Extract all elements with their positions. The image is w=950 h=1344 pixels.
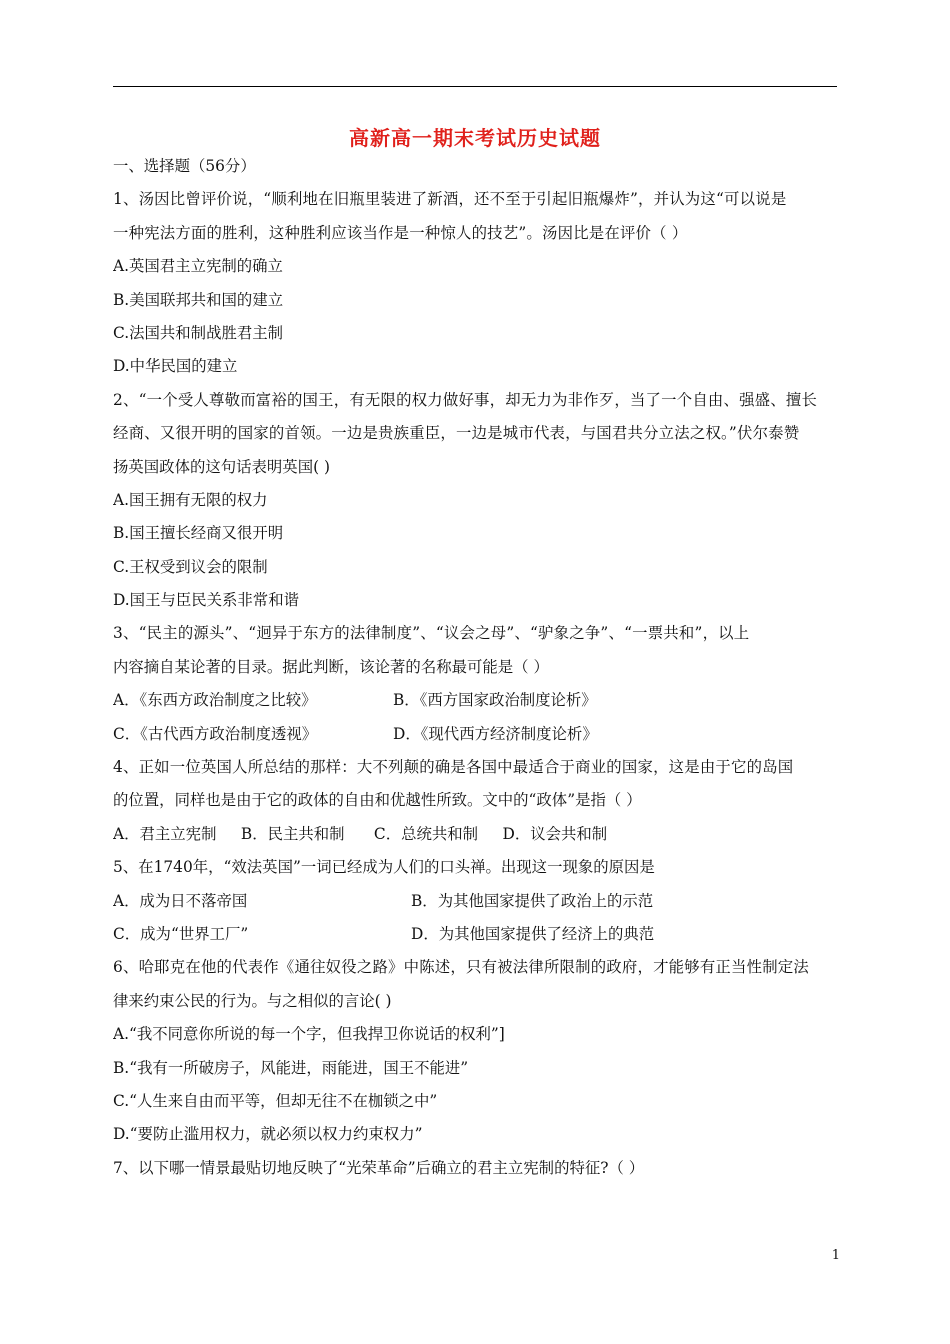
q6-stem-line-1: 6、哈耶克在他的代表作《通往奴役之路》中陈述，只有被法律所限制的政府，才能够有正当性制定法: [113, 958, 809, 977]
page-number: 1: [831, 1248, 840, 1263]
q6-stem-line-2: 律来约束公民的行为。与之相似的言论( ): [113, 991, 392, 1010]
q4-stem-line-1: 4、正如一位英国人所总结的那样：大不列颠的确是各国中最适合于商业的国家，这是由于它的岛国: [113, 758, 794, 777]
q5-option-d: D．为其他国家提供了经济上的典范: [411, 924, 655, 943]
q3-option-row-2: [113, 718, 839, 751]
q6-option-b: B.“我有一所破房子，风能进，雨能进，国王不能进”: [113, 1058, 469, 1077]
q2-stem-line-2: 经商、又很开明的国家的首领。一边是贵族重臣，一边是城市代表，与国君共分立法之权。”伏尔泰赞: [113, 424, 800, 443]
q3-option-b: B．《西方国家政治制度论析》: [393, 691, 597, 710]
q1-stem-line-2: 一种宪法方面的胜利，这种胜利应该当作是一种惊人的技艺”。汤因比是在评价（ ）: [113, 223, 688, 242]
q4-stem-line-2: 的位置，同样也是由于它的政体的自由和优越性所致。文中的“政体”是指（ ）: [113, 791, 642, 810]
q3-option-a: A．《东西方政治制度之比较》: [113, 691, 317, 710]
q6-option-a: A.“我不同意你所说的每一个字，但我捍卫你说话的权利”]: [113, 1025, 505, 1044]
q1-option-b: B.美国联邦共和国的建立: [113, 290, 284, 309]
header-rule: [113, 86, 837, 87]
q1-option-d: D.中华民国的建立: [113, 357, 238, 376]
q3-option-row-1: [113, 684, 839, 717]
q3-option-d: D．《现代西方经济制度论析》: [393, 724, 598, 743]
q2-stem-line-3: 扬英国政体的这句话表明英国( ): [113, 457, 330, 476]
q5-option-b: B．为其他国家提供了政治上的示范: [411, 891, 654, 910]
document-title: 高新高一期末考试历史试题: [349, 126, 601, 150]
q6-option-c: C.“人生来自由而平等，但却无往不在枷锁之中”: [113, 1091, 438, 1110]
q6-option-d: D.“要防止滥用权力，就必须以权力约束权力”: [113, 1125, 423, 1144]
q5-stem-line-1: 5、在1740年，“效法英国”一词已经成为人们的口头禅。出现这一现象的原因是: [113, 858, 655, 877]
q4-options: A．君主立宪制 B．民主共和制 C．总统共和制 D．议会共和制: [113, 824, 608, 843]
q2-option-d: D.国王与臣民关系非常和谐: [113, 591, 299, 610]
q2-stem-line-1: 2、“一个受人尊敬而富裕的国王，有无限的权力做好事，却无力为非作歹，当了一个自由、强盛、擅长: [113, 390, 818, 409]
section-heading: 一、选择题（56分）: [113, 157, 256, 175]
q7-stem-line-1: 7、以下哪一情景最贴切地反映了“光荣革命”后确立的君主立宪制的特征?（ ）: [113, 1158, 645, 1177]
q5-option-c: C．成为“世界工厂”: [113, 924, 249, 943]
q2-option-c: C.王权受到议会的限制: [113, 557, 268, 576]
q5-option-row-2: [113, 918, 839, 951]
question-list: [113, 150, 839, 1185]
q3-stem-line-2: 内容摘自某论著的目录。据此判断，该论著的名称最可能是（ ）: [113, 657, 549, 676]
q1-option-a: A.英国君主立宪制的确立: [113, 257, 283, 276]
q5-option-a: A．成为日不落帝国: [113, 891, 248, 910]
q1-stem-line-1: 1、汤因比曾评价说，“顺利地在旧瓶里装进了新酒，还不至于引起旧瓶爆炸”，并认为这“可以说是: [113, 190, 787, 209]
q3-option-c: C．《古代西方政治制度透视》: [113, 724, 318, 743]
q2-option-b: B.国王擅长经商又很开明: [113, 524, 284, 543]
q1-option-c: C.法国共和制战胜君主制: [113, 323, 284, 342]
q3-stem-line-1: 3、“民主的源头”、“迥异于东方的法律制度”、“议会之母”、“驴象之争”、“一票共和”，以上: [113, 624, 750, 643]
q2-option-a: A.国王拥有无限的权力: [113, 490, 268, 509]
q5-option-row-1: [113, 885, 839, 918]
